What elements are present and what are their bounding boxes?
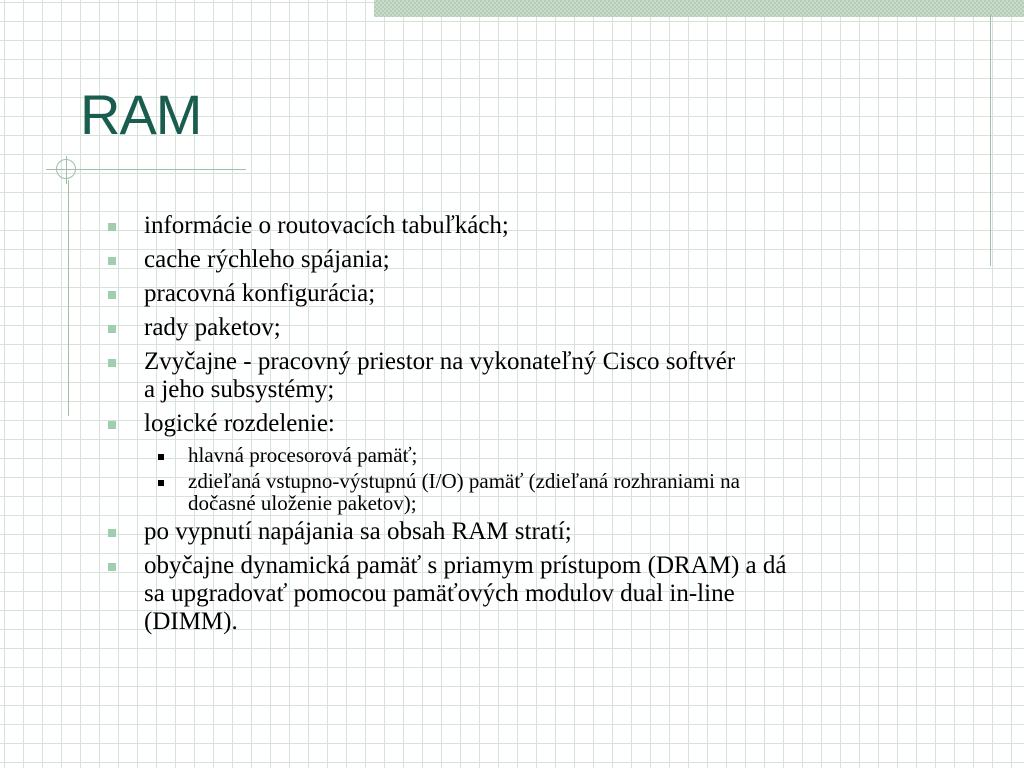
square-bullet-icon xyxy=(108,291,116,299)
top-decorative-band xyxy=(374,0,1024,17)
square-bullet-icon xyxy=(108,257,116,265)
sub-bullet-item xyxy=(104,470,984,514)
bullet-text-line: (DIMM). xyxy=(144,608,238,635)
bullet-text-line: Zvyčajne - pracovný priestor na vykonateľný Cisco softvér xyxy=(144,348,736,375)
sub-bullet-text-line: dočasné uloženie paketov); xyxy=(188,491,417,515)
square-bullet-icon xyxy=(108,223,116,231)
bullet-text: rady paketov; xyxy=(144,314,281,341)
bullet-text: cache rýchleho spájania; xyxy=(144,246,390,273)
decorative-vertical-line-right xyxy=(990,14,991,266)
square-bullet-icon xyxy=(108,325,116,333)
bullet-item xyxy=(104,552,984,636)
bullet-item xyxy=(104,314,984,342)
bullet-text: informácie o routovacích tabuľkách; xyxy=(144,212,509,239)
bullet-item xyxy=(104,348,984,404)
sub-bullet-text-line: zdieľaná vstupno-výstupnú (I/O) pamäť (zdieľaná rozhraniami na xyxy=(188,469,740,493)
bullet-item xyxy=(104,212,984,240)
square-bullet-icon xyxy=(108,529,116,537)
bullet-list xyxy=(104,212,984,642)
bullet-item xyxy=(104,410,984,438)
bullet-item xyxy=(104,280,984,308)
bullet-text: logické rozdelenie: xyxy=(144,410,335,437)
title-underline-rule xyxy=(46,169,246,170)
bullet-text: pracovná konfigurácia; xyxy=(144,280,376,307)
bullet-text-line: sa upgradovať pomocou pamäťových modulov dual in-line xyxy=(144,580,735,607)
sub-bullet-item xyxy=(104,444,984,466)
square-bullet-icon xyxy=(108,359,116,367)
decorative-vertical-line-left xyxy=(68,180,69,416)
square-bullet-icon xyxy=(108,421,116,429)
square-sub-bullet-icon xyxy=(158,480,164,486)
square-sub-bullet-icon xyxy=(158,454,164,460)
sub-bullet-text: hlavná procesorová pamäť; xyxy=(188,443,418,467)
bullet-item xyxy=(104,518,984,546)
square-bullet-icon xyxy=(108,563,116,571)
slide-title: RAM xyxy=(80,83,202,146)
bullet-item xyxy=(104,246,984,274)
title-cross-ornament xyxy=(66,156,67,184)
bullet-text-line: obyčajne dynamická pamäť s priamym prístupom (DRAM) a dá xyxy=(144,552,787,579)
bullet-text: po vypnutí napájania sa obsah RAM stratí; xyxy=(144,518,572,545)
bullet-text-line: a jeho subsystémy; xyxy=(144,376,335,403)
